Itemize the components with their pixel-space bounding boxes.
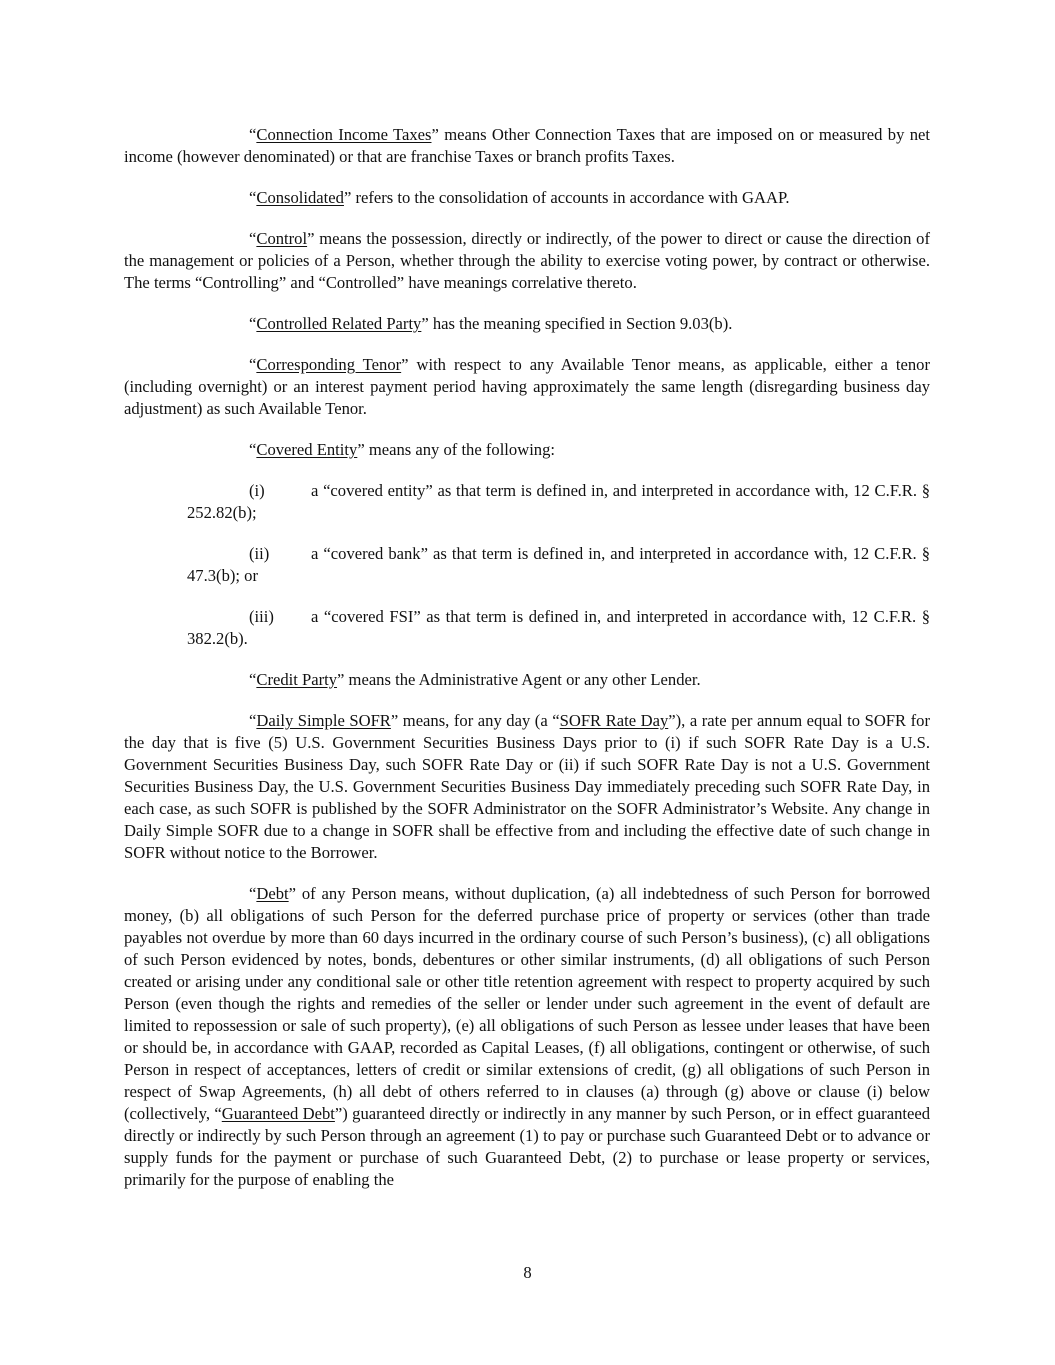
- defined-term: Debt: [256, 884, 289, 903]
- definition-control: “Control” means the possession, directly or indirectly, of the power to direct or cause the direction of the management or policies of a Person, whether through the ability to exercise voting power, by contract or otherwise. The terms “Controlling” and “Controlled” have meanings correlative thereto.: [124, 229, 930, 292]
- covered-entity-clause-iii: (iii) a “covered FSI” as that term is defined in, and interpreted in accordance with, 12 C.F.R. § 382.2(b).: [187, 607, 930, 648]
- defined-term: Daily Simple SOFR: [256, 711, 391, 730]
- definition-consolidated: “Consolidated” refers to the consolidation of accounts in accordance with GAAP.: [249, 188, 790, 207]
- defined-term: SOFR Rate Day: [559, 711, 669, 730]
- document-page: [124, 124, 930, 1210]
- defined-term: Credit Party: [256, 670, 338, 689]
- defined-term: Guaranteed Debt: [221, 1104, 335, 1123]
- defined-term: Covered Entity: [256, 440, 358, 459]
- defined-term: Control: [256, 229, 308, 248]
- defined-term: Controlled Related Party: [256, 314, 422, 333]
- defined-term: Corresponding Tenor: [256, 355, 402, 374]
- clause-number: (ii): [249, 544, 270, 563]
- definition-connection-income-taxes: “Connection Income Taxes” means Other Connection Taxes that are imposed on or measured by net income (however denominated) or that are franchise Taxes or branch profits Taxes.: [124, 125, 931, 166]
- definition-credit-party: “Credit Party” means the Administrative Agent or any other Lender.: [249, 670, 701, 689]
- definition-controlled-related-party: “Controlled Related Party” has the meaning specified in Section 9.03(b).: [249, 314, 733, 333]
- page-number: 8: [523, 1263, 532, 1282]
- definition-daily-simple-sofr: “Daily Simple SOFR” means, for any day (a “SOFR Rate Day”), a rate per annum equal to SOFR for the day that is five (5) U.S. Government Securities Business Days prior to (i) if such SOFR Rate Day is a U.S. Government Securities Business Day, such SOFR Rate Day or (ii) if such SOFR Rate Day is not a U.S. Government Securities Business Day, the U.S. Government Securities Business Day immediately preceding such SOFR Rate Day, in each case, as such SOFR is published by the SOFR Administrator on the SOFR Administrator’s Website. Any change in Daily Simple SOFR due to a change in SOFR shall be effective from and including the effective date of such change in SOFR without notice to the Borrower.: [124, 711, 930, 862]
- defined-term: Consolidated: [256, 188, 344, 207]
- covered-entity-clause-ii: (ii) a “covered bank” as that term is defined in, and interpreted in accordance with, 12 C.F.R. § 47.3(b); or: [187, 544, 930, 585]
- definition-covered-entity: “Covered Entity” means any of the following:: [249, 440, 556, 459]
- definition-corresponding-tenor: “Corresponding Tenor” with respect to any Available Tenor means, as applicable, either a tenor (including overnight) or an interest payment period having approximately the same length (disregarding business day adjustment) as such Available Tenor.: [124, 355, 930, 418]
- clause-number: (i): [249, 481, 265, 500]
- defined-term: Connection Income Taxes: [256, 125, 432, 144]
- covered-entity-clause-i: (i) a “covered entity” as that term is defined in, and interpreted in accordance with, 12 C.F.R. § 252.82(b);: [187, 481, 930, 522]
- definition-debt: “Debt” of any Person means, without duplication, (a) all indebtedness of such Person for borrowed money, (b) all obligations of such Person for the deferred purchase price of property or services (other than trade payables not overdue by more than 60 days incurred in the ordinary course of such Person’s business), (c) all obligations of such Person evidenced by notes, bonds, debentures or other similar instruments, (d) all obligations of such Person created or arising under any conditional sale or other title retention agreement with respect to property acquired by such Person (even though the rights and remedies of the seller or lender under such agreement in the event of default are limited to repossession or sale of such property), (e) all obligations of such Person as lessee under leases that have been or should be, in accordance with GAAP, recorded as Capital Leases, (f) all obligations, contingent or otherwise, of such Person in respect of acceptances, letters of credit or similar extensions of credit, (g) all obligations of such Person in respect of Swap Agreements, (h) all debt of others referred to in clauses (a) through (g) above or clause (i) below (collectively, “Guaranteed Debt”) guaranteed directly or indirectly in any manner by such Person, or in effect guaranteed directly or indirectly by such Person through an agreement (1) to pay or purchase such Guaranteed Debt or to advance or supply funds for the payment or purchase of such Guaranteed Debt, (2) to purchase or lease property or services, primarily for the purpose of enabling the: [124, 884, 931, 1189]
- clause-number: (iii): [249, 607, 274, 626]
